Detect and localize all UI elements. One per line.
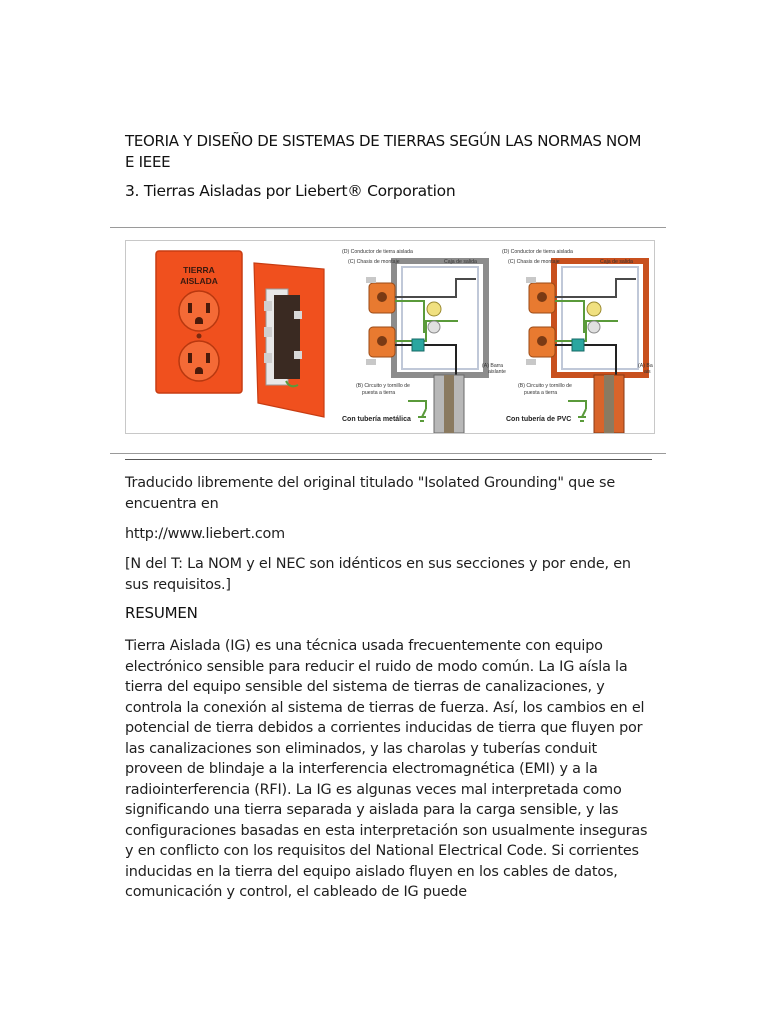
diagram-pvc-conduit xyxy=(502,249,653,433)
label-a-metal-2: aislante xyxy=(488,369,506,375)
intro-text: Traducido libremente del original titulado "Isolated Grounding" que se encuentra en xyxy=(125,475,615,512)
label-b-pvc-2: puesta a tierra xyxy=(524,390,558,396)
summary-paragraph: Tierra Aislada (IG) es una técnica usada frecuentemente con equipo electrónico sensible para reducir el ruido de modo común. La IG aísla la tierra del equipo sensible del sistema de tierras de canalizaciones, y controla la conexión al sistema de tierras de fuerza. Así, los cambios en el potencial de tierra debidos a corrientes inducidas de tierra que fluyen por las canalizaciones son eliminados, y las charolas y tuberías conduit proveen de blindaje a la interferencia electromagnética (EMI) y a la radiointerferencia (RFI). La IG es algunas veces mal interpretada como significando una tierra separada y aislada para la carga sensible, y las configuraciones basadas en esta interpretación son usualmente inseguras y en conflicto con los requisitos del National Electrical Code. Si corrientes inducidas en la tierra del equipo aislado fluyen en los cables de datos, comunicación y control, el cableado de IG puede xyxy=(125,638,648,900)
caption-pvc: Con tubería de PVC xyxy=(506,416,572,423)
divider-top xyxy=(110,227,666,228)
label-box-metal: Caja de salida xyxy=(444,259,477,265)
label-a-pvc-2: ais xyxy=(644,369,651,375)
diagram-metal-conduit xyxy=(342,249,506,433)
label-b-metal-1: (B) Circuito y tornillo de xyxy=(356,383,410,389)
divider-middle xyxy=(110,453,666,454)
receptacle-front-image xyxy=(156,251,242,393)
label-b-pvc-1: (B) Circuito y tornillo de xyxy=(518,383,572,389)
source-url: http://www.liebert.com xyxy=(125,526,285,542)
label-a-metal-1: (A) Barra xyxy=(482,363,504,369)
label-c-pvc: (C) Chasis de montaje xyxy=(508,259,560,265)
isolated-ground-figure xyxy=(125,240,655,434)
translator-note: [N del T: La NOM y el NEC son idénticos en sus secciones y por ende, en sus requisitos.] xyxy=(125,556,631,593)
section-heading: RESUMEN xyxy=(125,604,198,622)
label-b-metal-2: puesta a tierra xyxy=(362,390,396,396)
receptacle-side-image xyxy=(254,263,324,417)
document-title: TEORIA Y DISEÑO DE SISTEMAS DE TIERRAS SEGÚN LAS NORMAS NOM E IEEE xyxy=(125,132,642,171)
receptacle-label-line1: TIERRA xyxy=(183,265,215,275)
divider-middle-dark xyxy=(125,459,652,460)
label-box-pvc: Caja de salida xyxy=(600,259,633,265)
receptacle-label-line2: AISLADA xyxy=(180,276,218,286)
section-subtitle: 3. Tierras Aisladas por Liebert® Corporation xyxy=(125,182,456,200)
label-c-metal: (C) Chasis de montaje xyxy=(348,259,400,265)
label-d-metal: (D) Conductor de tierra aislada xyxy=(342,249,413,255)
label-d-pvc: (D) Conductor de tierra aislada xyxy=(502,249,573,255)
caption-metal: Con tubería metálica xyxy=(342,416,411,423)
label-a-pvc-1: (A) Ba xyxy=(638,363,653,369)
